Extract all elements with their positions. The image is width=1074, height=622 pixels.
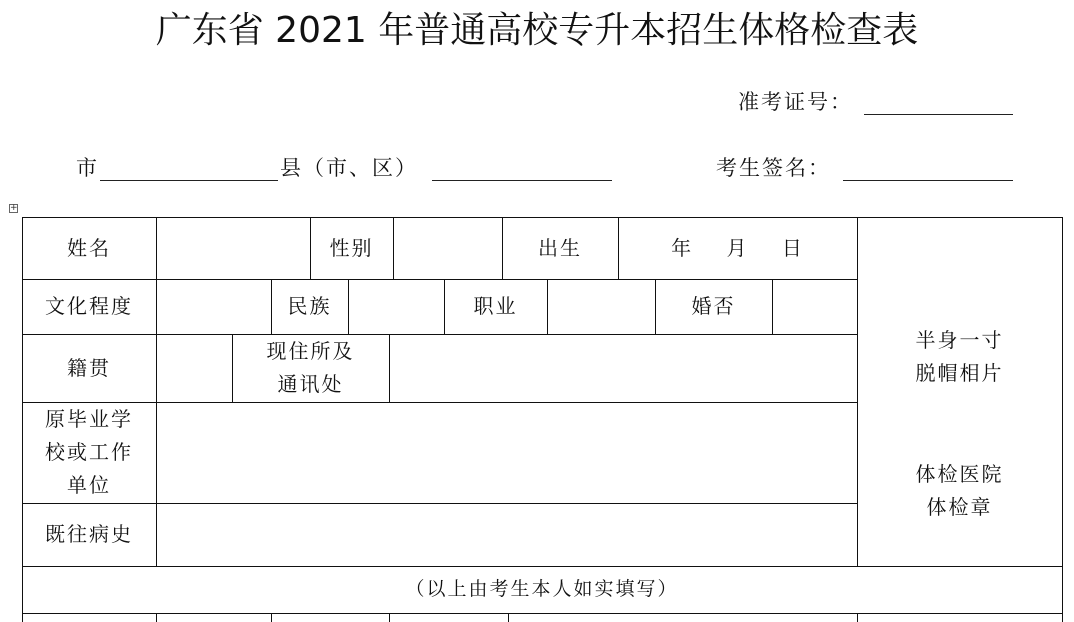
school-or-work-label: 原毕业学 校或工作 单位	[45, 407, 133, 497]
education-label: 文化程度	[45, 294, 133, 318]
signature-field[interactable]	[843, 180, 1013, 181]
occupation-label: 职业	[473, 294, 518, 318]
name-label: 姓名	[67, 235, 111, 260]
county-field[interactable]	[432, 180, 612, 181]
school-or-work-input-cell[interactable]	[156, 402, 857, 503]
hospital-stamp-label: 体检医院 体检章	[915, 462, 1004, 519]
address-label: 现住所及 通讯处	[266, 339, 355, 396]
ethnicity-input-cell[interactable]	[348, 279, 444, 334]
self-fill-note: （以上由考生本人如实填写）	[405, 578, 679, 600]
exam-number-label: 准考证号：	[738, 90, 853, 114]
gender-input-cell[interactable]	[393, 217, 502, 279]
occupation-input-cell[interactable]	[547, 279, 655, 334]
ethnicity-label: 民族	[287, 294, 332, 318]
native-place-label: 籍贯	[67, 355, 111, 380]
form-title: 广东省 2021 年普通高校专升本招生体格检查表	[155, 10, 919, 51]
county-label: 县（市、区）	[280, 156, 418, 180]
table-move-handle-icon[interactable]: +	[10, 203, 18, 213]
marital-input-cell[interactable]	[772, 279, 857, 334]
education-input-cell[interactable]	[156, 279, 271, 334]
native-place-input-cell[interactable]	[156, 334, 232, 402]
exam-number-field[interactable]	[864, 114, 1013, 115]
photo-area-label: 半身一寸 脱帽相片	[915, 328, 1004, 385]
birth-date-field[interactable]: 年 月 日	[671, 235, 804, 260]
name-input-cell[interactable]	[156, 217, 310, 279]
birth-label: 出生	[538, 235, 582, 260]
medical-history-label: 既往病史	[45, 522, 133, 546]
signature-label: 考生签名：	[716, 156, 831, 180]
gender-label: 性别	[329, 235, 374, 260]
medical-history-input-cell[interactable]	[156, 503, 857, 566]
city-label: 市	[76, 156, 99, 180]
marital-label: 婚否	[691, 294, 736, 318]
city-field[interactable]	[100, 180, 278, 181]
address-input-cell[interactable]	[389, 334, 857, 402]
